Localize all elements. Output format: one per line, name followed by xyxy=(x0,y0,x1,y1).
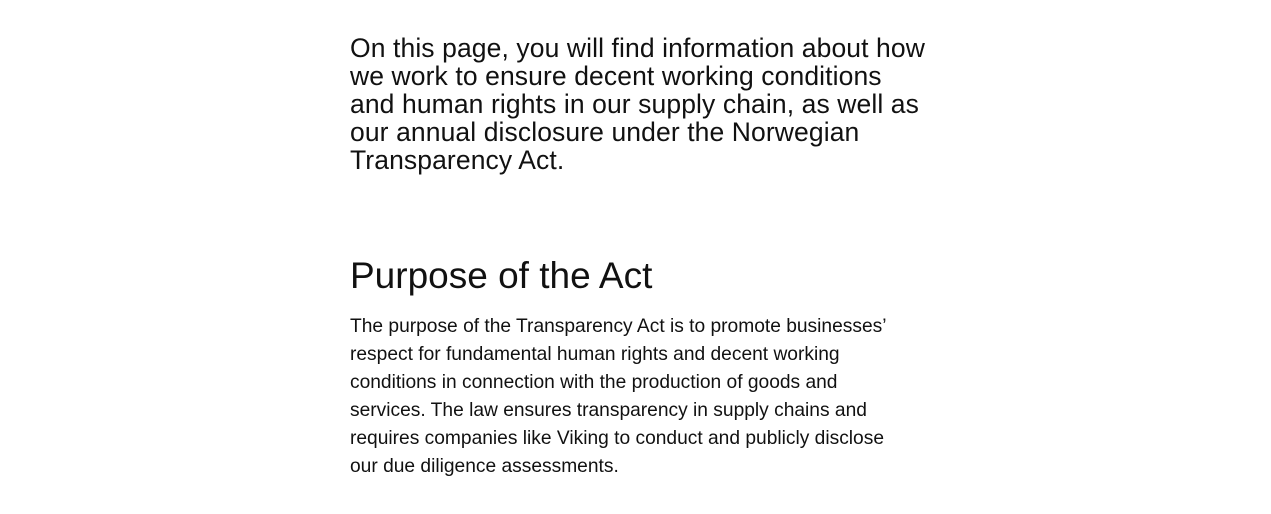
intro-paragraph: On this page, you will find information about how we work to ensure decent working conditions and human rights in our supply chain, as well as our annual disclosure under the Norwegian Transparency Act. xyxy=(350,33,925,175)
purpose-heading: Purpose of the Act xyxy=(350,255,653,296)
purpose-section xyxy=(350,255,930,481)
page-content xyxy=(350,0,930,481)
purpose-body-text: The purpose of the Transparency Act is to promote businesses’ respect for fundamental human rights and decent working conditions in connection with the production of goods and services. The law ensures transparency in supply chains and requires companies like Viking to conduct and publicly disclose our due diligence assessments. xyxy=(350,316,886,477)
